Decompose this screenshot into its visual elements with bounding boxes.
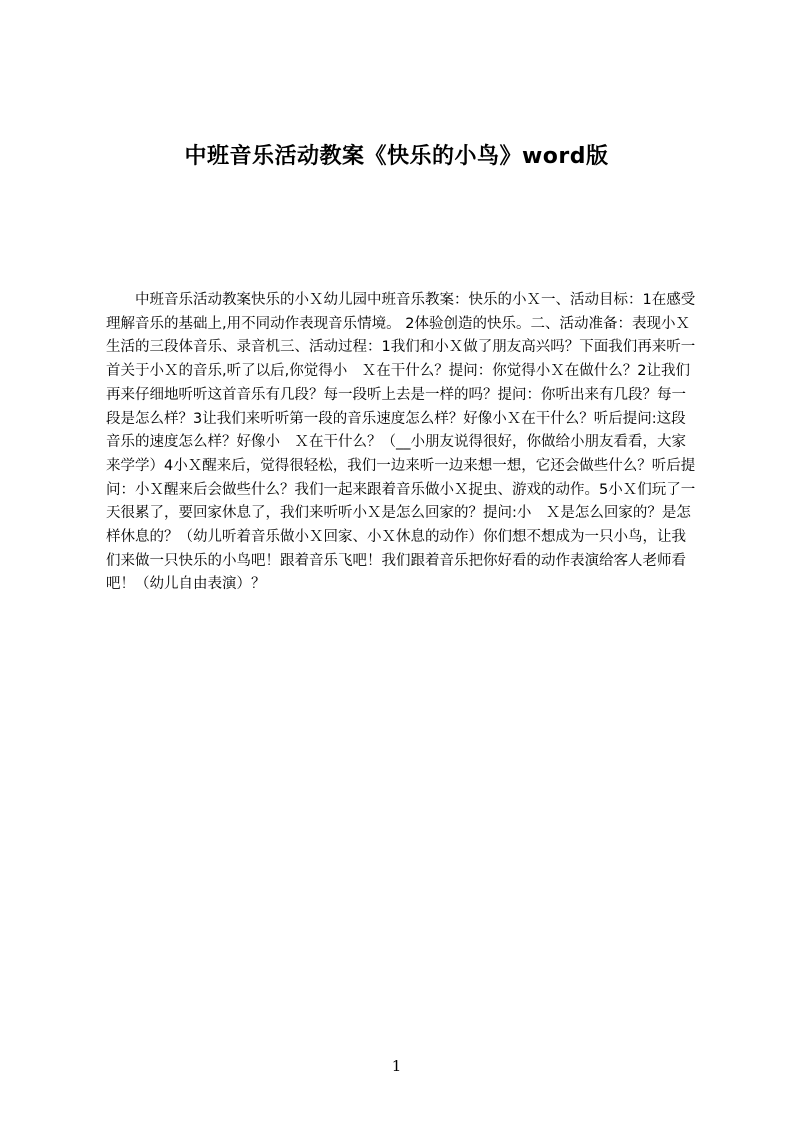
document-body-paragraph: 中班音乐活动教案快乐的小Ｘ幼儿园中班音乐教案：快乐的小Ｘ一、活动目标：1在感受理解音乐的基础上,用不同动作表现音乐情境。 2体验创造的快乐。二、活动准备：表现小Ｘ生活的三段体音乐、录音机三、活动过程：1我们和小Ｘ做了朋友高兴吗？下面我们再来听一首关于小Ｘ的音乐,听了以后,你觉得小 Ｘ在干什么？提问：你觉得小Ｘ在做什么？2让我们再来仔细地听听这首音乐有几段？每一段听上去是一样的吗？提问：你听出来有几段？每一段是怎么样？3让我们来听听第一段的音乐速度怎么样？好像小Ｘ在干什么？听后提问:这段音乐的速度怎么样？好像小 Ｘ在干什么？（__小朋友说得很好，你做给小朋友看看，大家来学学）4小Ｘ醒来后，觉得很轻松，我们一边来听一边来想一想，它还会做些什么？听后提问：小Ｘ醒来后会做些什么？我们一起来跟着音乐做小Ｘ捉虫、游戏的动作。5小Ｘ们玩了一天很累了，要回家休息了，我们来听听小Ｘ是怎么回家的？提问:小 Ｘ是怎么回家的？是怎样休息的？（幼儿听着音乐做小Ｘ回家、小Ｘ休息的动作）你们想不想成为一只小鸟，让我们来做一只快乐的小鸟吧！跟着音乐飞吧！我们跟着音乐把你好看的动作表演给客人老师看吧！（幼儿自由表演）？ xyxy=(106,292,696,593)
document-title: 中班音乐活动教案《快乐的小鸟》word版 xyxy=(184,144,609,169)
page-number: 1 xyxy=(391,1057,402,1075)
